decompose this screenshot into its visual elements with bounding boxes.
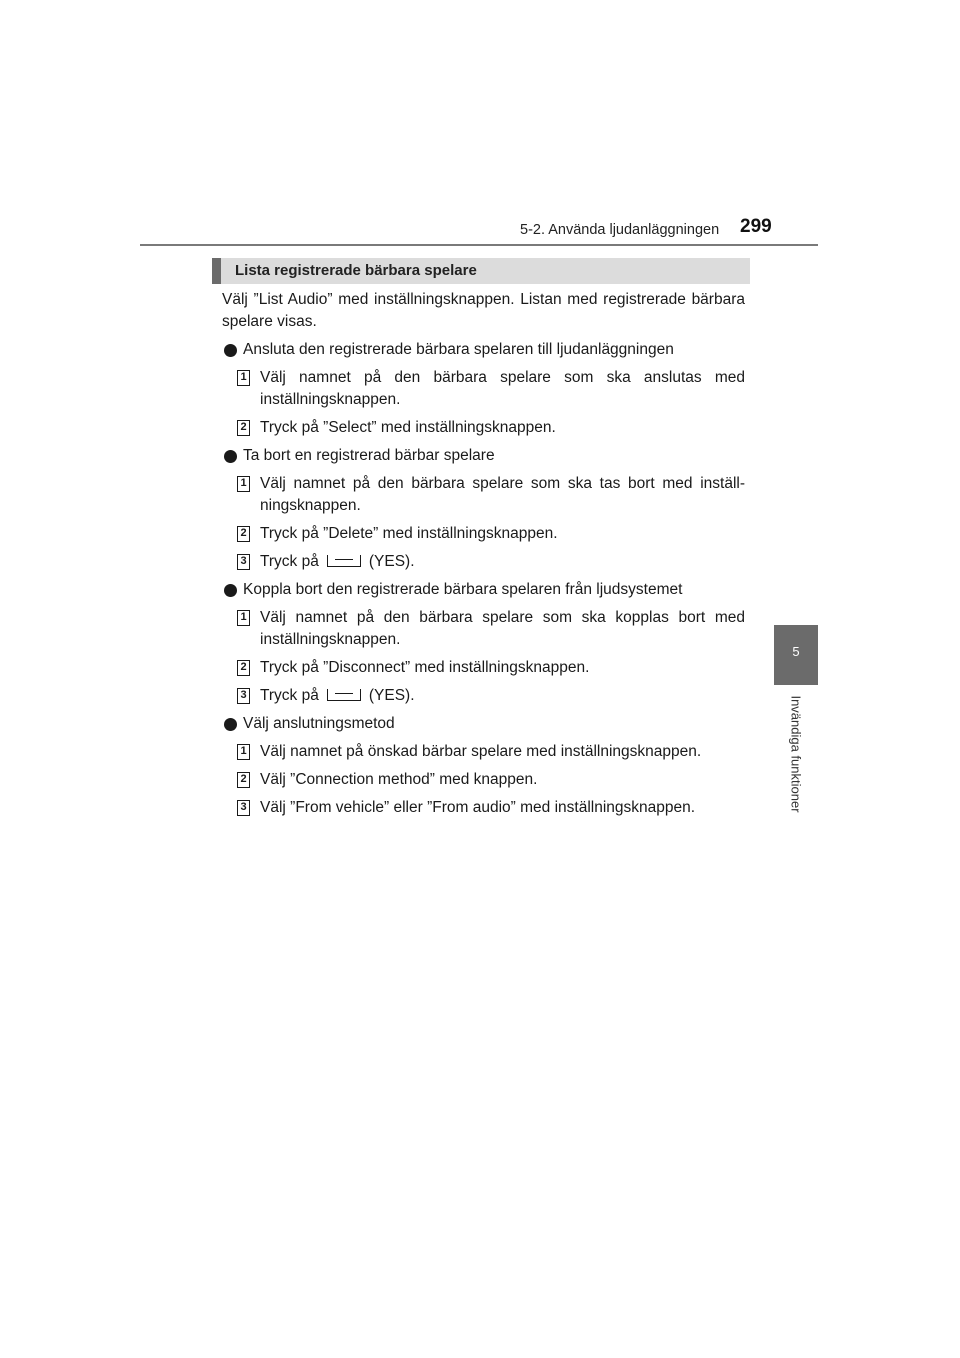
step-text-before: Tryck på	[260, 553, 319, 570]
step-text	[260, 551, 745, 573]
section-title: Lista registrerade bärbara spelare	[235, 262, 477, 279]
instruction-group	[222, 445, 745, 573]
intro-paragraph: Välj ”List Audio” med inställningsknappen. Listan med registrerade bärbara spelare visas.	[222, 291, 745, 330]
header-section-title: 5-2. Använda ljudanläggningen	[520, 222, 720, 238]
bullet-heading	[222, 713, 745, 735]
step-item	[222, 685, 745, 707]
step-text: Välj namnet på den bärbara spelare som ska tas bort med inställ-ningsknappen.	[260, 475, 745, 514]
step-number-icon: 2	[237, 420, 250, 436]
step-number-icon: 3	[237, 554, 250, 570]
step-number-icon: 1	[237, 744, 250, 760]
bullet-heading	[222, 579, 745, 601]
section-heading-bar	[212, 258, 750, 284]
section-content	[222, 289, 745, 819]
step-number-icon: 2	[237, 526, 250, 542]
bullet-icon	[224, 450, 237, 463]
header-rule	[140, 244, 818, 246]
step-text: Välj ”From vehicle” eller ”From audio” med inställningsknappen.	[260, 799, 696, 816]
step-text: Välj namnet på önskad bärbar spelare med inställningsknappen.	[260, 743, 702, 760]
instruction-group	[222, 713, 745, 819]
bullet-heading	[222, 339, 745, 361]
bullet-heading	[222, 445, 745, 467]
step-number-icon: 3	[237, 688, 250, 704]
step-text: Välj ”Connection method” med knappen.	[260, 771, 538, 788]
step-item	[222, 367, 745, 411]
step-number-icon: 1	[237, 370, 250, 386]
step-text: Välj namnet på den bärbara spelare som ska kopplas bort med inställningsknappen.	[260, 609, 745, 648]
step-text-before: Tryck på	[260, 687, 319, 704]
instruction-group	[222, 339, 745, 439]
step-item	[222, 797, 745, 819]
step-item	[222, 523, 745, 545]
chapter-number: 5	[792, 644, 800, 659]
step-item	[222, 607, 745, 651]
step-item	[222, 551, 745, 573]
instruction-group	[222, 579, 745, 707]
bullet-heading-text: Ansluta den registrerade bärbara spelaren till ljudanläggningen	[243, 341, 674, 358]
bullet-heading-text: Koppla bort den registrerade bärbara spelaren från ljudsystemet	[243, 581, 683, 598]
bullet-icon	[224, 344, 237, 357]
step-item	[222, 417, 745, 439]
step-number-icon: 3	[237, 800, 250, 816]
button-symbol-icon	[327, 689, 361, 701]
step-text: Tryck på ”Delete” med inställningsknappen.	[260, 525, 558, 542]
bullet-heading-text: Välj anslutningsmetod	[243, 715, 395, 732]
page-number: 299	[740, 216, 772, 237]
step-text	[260, 685, 745, 707]
step-text: Tryck på ”Select” med inställningsknappen.	[260, 419, 556, 436]
step-item	[222, 769, 745, 791]
step-item	[222, 657, 745, 679]
step-number-icon: 1	[237, 610, 250, 626]
bullet-icon	[224, 584, 237, 597]
step-item	[222, 741, 745, 763]
step-number-icon: 2	[237, 772, 250, 788]
bullet-icon	[224, 718, 237, 731]
button-symbol-icon	[327, 555, 361, 567]
step-item	[222, 473, 745, 517]
step-number-icon: 2	[237, 660, 250, 676]
step-text: Välj namnet på den bärbara spelare som ska anslutas med inställningsknappen.	[260, 369, 745, 408]
step-number-icon: 1	[237, 476, 250, 492]
bullet-heading-text: Ta bort en registrerad bärbar spelare	[243, 447, 495, 464]
step-text: Tryck på ”Disconnect” med inställningsknappen.	[260, 659, 590, 676]
step-text-after: (YES).	[368, 553, 415, 570]
chapter-label: Invändiga funktioner	[788, 695, 804, 813]
step-text-after: (YES).	[368, 687, 415, 704]
